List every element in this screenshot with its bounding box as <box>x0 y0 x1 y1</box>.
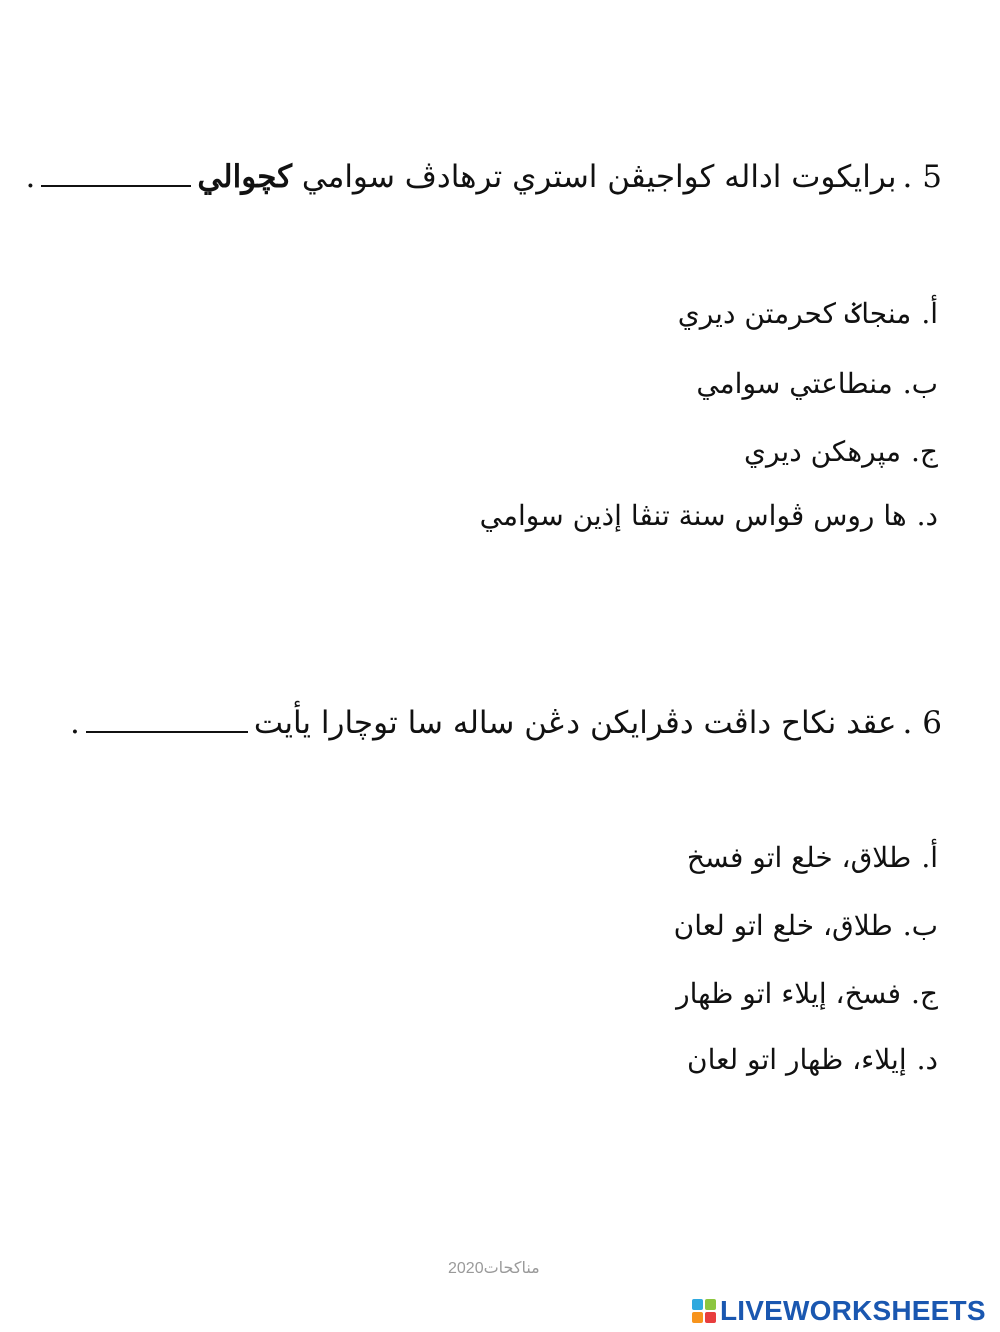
question-5-number: 5 . <box>902 159 942 195</box>
liveworksheets-brand[interactable] <box>692 1297 986 1325</box>
option-letter: ج. <box>911 977 938 1010</box>
option-text: إيلاء، ظهار اتو لعان <box>687 1043 907 1076</box>
liveworksheets-logo-icon <box>692 1299 716 1323</box>
option-text: طلاق، خلع اتو لعان <box>673 909 893 942</box>
question-6 <box>70 705 942 741</box>
question-5-end: . <box>25 159 36 195</box>
question-6-text: عقد نكاح داڤت دڤرايكن دڠن ساله سا توچارا يأيت <box>253 705 897 741</box>
option-text: منطاعتي سوامي <box>696 367 893 400</box>
question-5-text: برايكوت اداله كواجيڤن استري ترهادڤ سوامي <box>301 159 897 195</box>
option-letter: ج. <box>911 435 938 468</box>
question-6-option-a[interactable] <box>686 841 938 874</box>
option-letter: أ. <box>921 297 938 330</box>
footer-label: مناكحات2020 <box>448 1260 540 1277</box>
question-5-option-d[interactable] <box>479 499 938 532</box>
option-letter: ب. <box>902 367 938 400</box>
option-letter: أ. <box>921 841 938 874</box>
question-6-option-d[interactable] <box>687 1043 938 1076</box>
logo-square-3 <box>692 1312 703 1323</box>
brand-name: LIVEWORKSHEETS <box>720 1295 986 1326</box>
question-6-blank[interactable] <box>86 731 248 733</box>
option-text: فسخ، إيلاء اتو ظهار <box>676 977 902 1010</box>
option-text: منجاݢ كحرمتن ديري <box>677 297 912 330</box>
option-letter: د. <box>916 1043 938 1076</box>
option-text: طلاق، خلع اتو فسخ <box>686 841 912 874</box>
question-5-blank[interactable] <box>41 185 191 187</box>
question-5-option-c[interactable] <box>744 435 938 468</box>
logo-square-4 <box>705 1312 716 1323</box>
question-5-bold-text: كچوالي <box>197 159 293 195</box>
question-5 <box>25 159 942 195</box>
logo-square-1 <box>692 1299 703 1310</box>
option-letter: ب. <box>902 909 938 942</box>
question-6-option-b[interactable] <box>673 909 938 942</box>
logo-square-2 <box>705 1299 716 1310</box>
question-6-option-c[interactable] <box>676 977 938 1010</box>
option-text: ها روس ڤواس سنة تنڤا إذين سوامي <box>479 499 907 532</box>
option-text: مپرهكن ديري <box>744 435 902 468</box>
question-5-option-a[interactable] <box>677 297 938 330</box>
question-6-number: 6 . <box>902 705 942 741</box>
question-6-end: . <box>70 705 80 741</box>
option-letter: د. <box>916 499 938 532</box>
question-5-option-b[interactable] <box>696 367 938 400</box>
